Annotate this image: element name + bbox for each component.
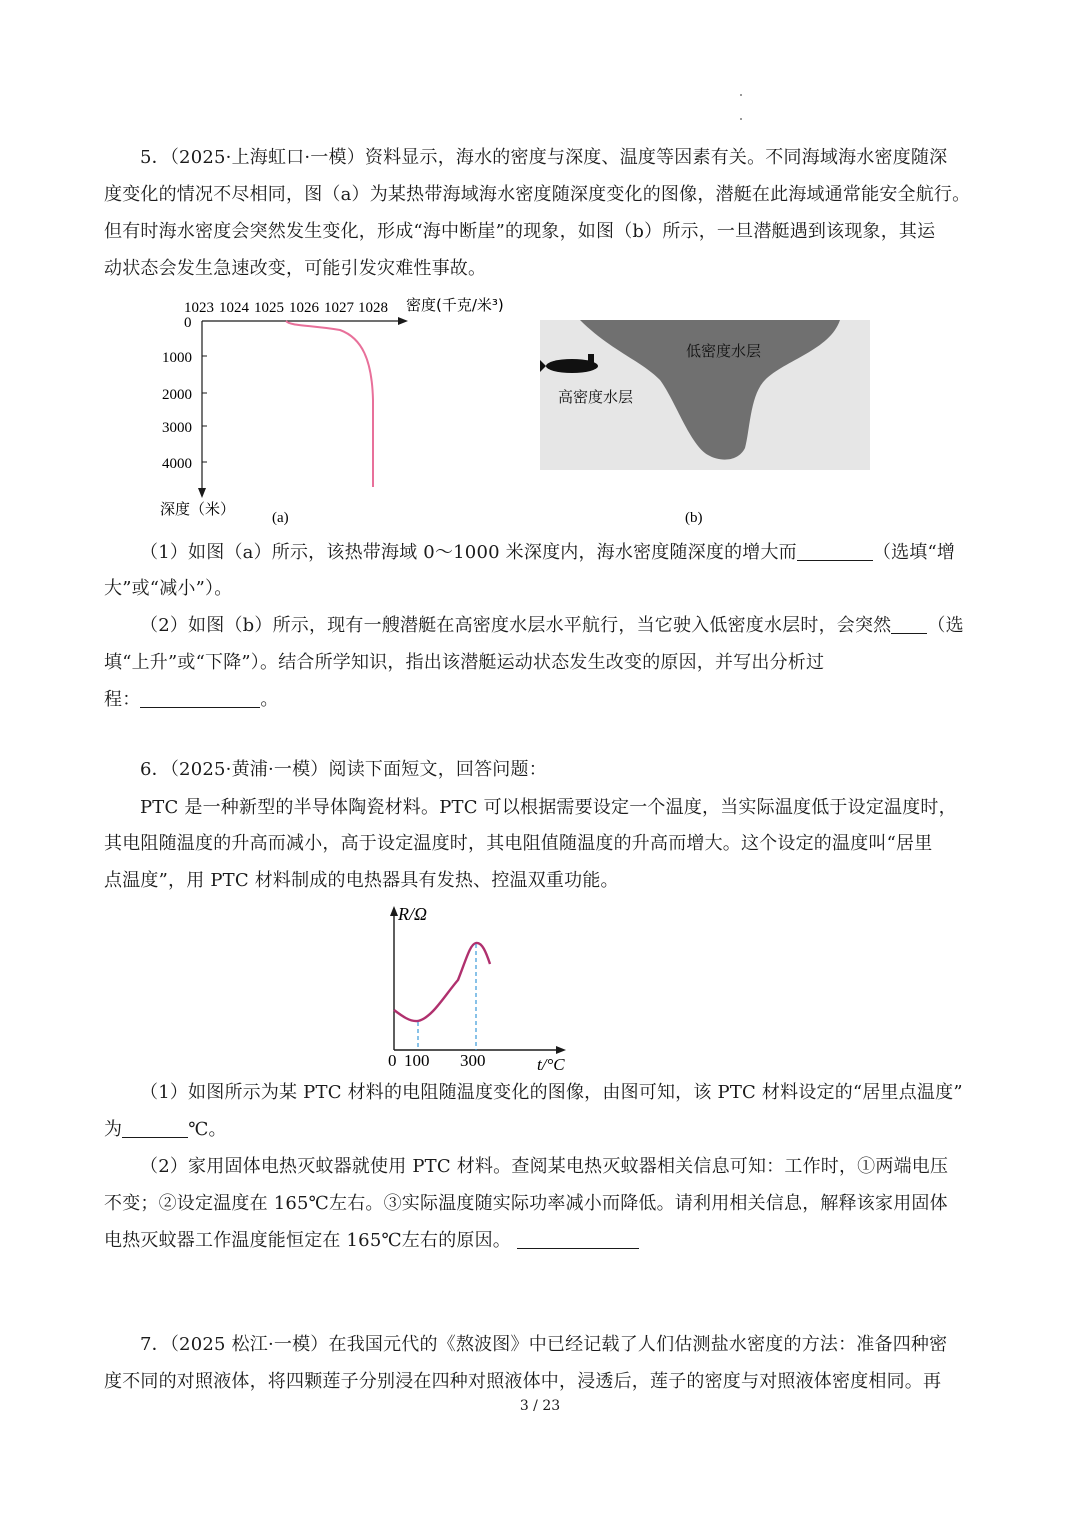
- x-axis-label: t/°C: [537, 1055, 565, 1074]
- x-tick: 1028: [358, 300, 388, 316]
- q5-part2-line-1: [140, 614, 964, 638]
- q6-part2-line-3: [104, 1229, 639, 1253]
- x-tick: 1024: [219, 300, 249, 316]
- q5-part2-line3-head: 程：: [104, 689, 141, 710]
- y-tick: 3000: [162, 420, 192, 436]
- q6-part1-tail: ℃。: [188, 1119, 227, 1140]
- figure-b-caption: (b): [685, 510, 703, 526]
- q7-line-2: 度不同的对照液体，将四颗莲子分别浸在四种对照液体中，浸透后，莲子的密度与对照液体密度相同。再: [104, 1371, 942, 1392]
- answer-blank[interactable]: [891, 615, 927, 634]
- y-tick: 0: [184, 315, 192, 331]
- q6-part2-line3-text: 电热灭蚊器工作温度能恒定在 165℃左右的原因。: [104, 1230, 512, 1251]
- q5-part1-line-2: 大”或“减小”）。: [104, 578, 233, 599]
- scan-dot: [740, 94, 742, 96]
- density-curve: [286, 321, 373, 487]
- q5-part1-line-1: [140, 541, 955, 565]
- y-axis-arrow: [390, 906, 398, 916]
- q5-line-3: 但有时海水密度会突然发生变化，形成“海中断崖”的现象，如图（b）所示，一旦潜艇遇到该现象，其运: [104, 221, 936, 242]
- q5-part1-text: （1）如图（a）所示，该热带海域 0～1000 米深度内，海水密度随深度的增大而: [140, 542, 797, 563]
- y-tick: 4000: [162, 456, 192, 472]
- answer-blank[interactable]: [517, 1230, 639, 1249]
- high-density-label: 高密度水层: [558, 388, 634, 406]
- low-density-label: 低密度水层: [686, 342, 762, 360]
- x-axis-label: 密度(千克/米³): [406, 296, 504, 314]
- x-tick: 1027: [324, 300, 354, 316]
- y-axis-arrow: [198, 488, 206, 498]
- q5-line-2: 度变化的情况不尽相同，图（a）为某热带海域海水密度随深度变化的图像，潜艇在此海域通常能安全航行。: [104, 184, 971, 205]
- x-tick: 1025: [254, 300, 284, 316]
- y-axis-label: 深度（米）: [160, 500, 236, 518]
- x-axis-arrow: [556, 1046, 566, 1054]
- scan-dot: [740, 118, 742, 120]
- x-tick: 300: [460, 1051, 486, 1070]
- q5-part2-tail: （选: [927, 615, 964, 636]
- q5-part2-line3-tail: 。: [260, 689, 279, 710]
- q6-para-line-1: PTC 是一种新型的半导体陶瓷材料。PTC 可以根据需要设定一个温度，当实际温度低于设定温度时，: [140, 797, 957, 818]
- y-axis-label: R/Ω: [398, 904, 428, 924]
- ptc-resistance-chart: [380, 900, 590, 1075]
- q6-part2-line-1: （2）家用固体电热灭蚊器就使用 PTC 材料。查阅某电热灭蚊器相关信息可知：工作时，①两端电压: [140, 1156, 949, 1177]
- x-axis-arrow: [398, 317, 408, 325]
- x-tick: 100: [404, 1051, 430, 1070]
- figure-b-sea-cliff: [540, 320, 880, 532]
- answer-blank[interactable]: [797, 542, 873, 561]
- q5-part2-line-3: [104, 688, 279, 712]
- figure-a-density-depth: [150, 290, 530, 530]
- page-number: 3 / 23: [519, 1398, 561, 1414]
- figure-a-caption: (a): [272, 510, 289, 526]
- q5-line-1: 5．（2025·上海虹口·一模）资料显示，海水的密度与深度、温度等因素有关。不同海域海水密度随深: [140, 147, 948, 168]
- q6-part1-line-1: （1）如图所示为某 PTC 材料的电阻随温度变化的图像，由图可知，该 PTC 材料设定的“居里点温度”: [140, 1082, 963, 1103]
- q6-line-1: 6．（2025·黄浦·一模）阅读下面短文，回答问题：: [140, 759, 547, 780]
- q6-part1-line-2: [104, 1118, 227, 1142]
- answer-blank[interactable]: [140, 689, 260, 708]
- q6-para-line-3: 点温度”，用 PTC 材料制成的电热器具有发热、控温双重功能。: [104, 870, 619, 891]
- x-tick: 1023: [184, 300, 214, 316]
- y-tick: 1000: [162, 350, 192, 366]
- x-tick: 0: [388, 1051, 397, 1070]
- answer-blank[interactable]: [122, 1119, 188, 1138]
- q5-part2-text: （2）如图（b）所示，现有一艘潜艇在高密度水层水平航行，当它驶入低密度水层时，会突然: [140, 615, 892, 636]
- q6-part1-head: 为: [104, 1119, 123, 1140]
- y-tick: 2000: [162, 387, 192, 403]
- q6-part2-line-2: 不变；②设定温度在 165℃左右。③实际温度随实际功率减小而降低。请利用相关信息，解释该家用固体: [104, 1193, 948, 1214]
- q7-line-1: 7．（2025 松江·一模）在我国元代的《熬波图》中已经记载了人们估测盐水密度的方法：准备四种密: [140, 1334, 948, 1355]
- q5-part2-line-2: 填“上升”或“下降”）。结合所学知识，指出该潜艇运动状态发生改变的原因，并写出分析过: [104, 652, 825, 673]
- q6-para-line-2: 其电阻随温度的升高而减小，高于设定温度时，其电阻值随温度的升高而增大。这个设定的温度叫“居里: [104, 833, 933, 854]
- x-tick: 1026: [289, 300, 319, 316]
- q5-part1-tail: （选填“增: [872, 542, 956, 563]
- q5-line-4: 动状态会发生急速改变，可能引发灾难性事故。: [104, 258, 487, 279]
